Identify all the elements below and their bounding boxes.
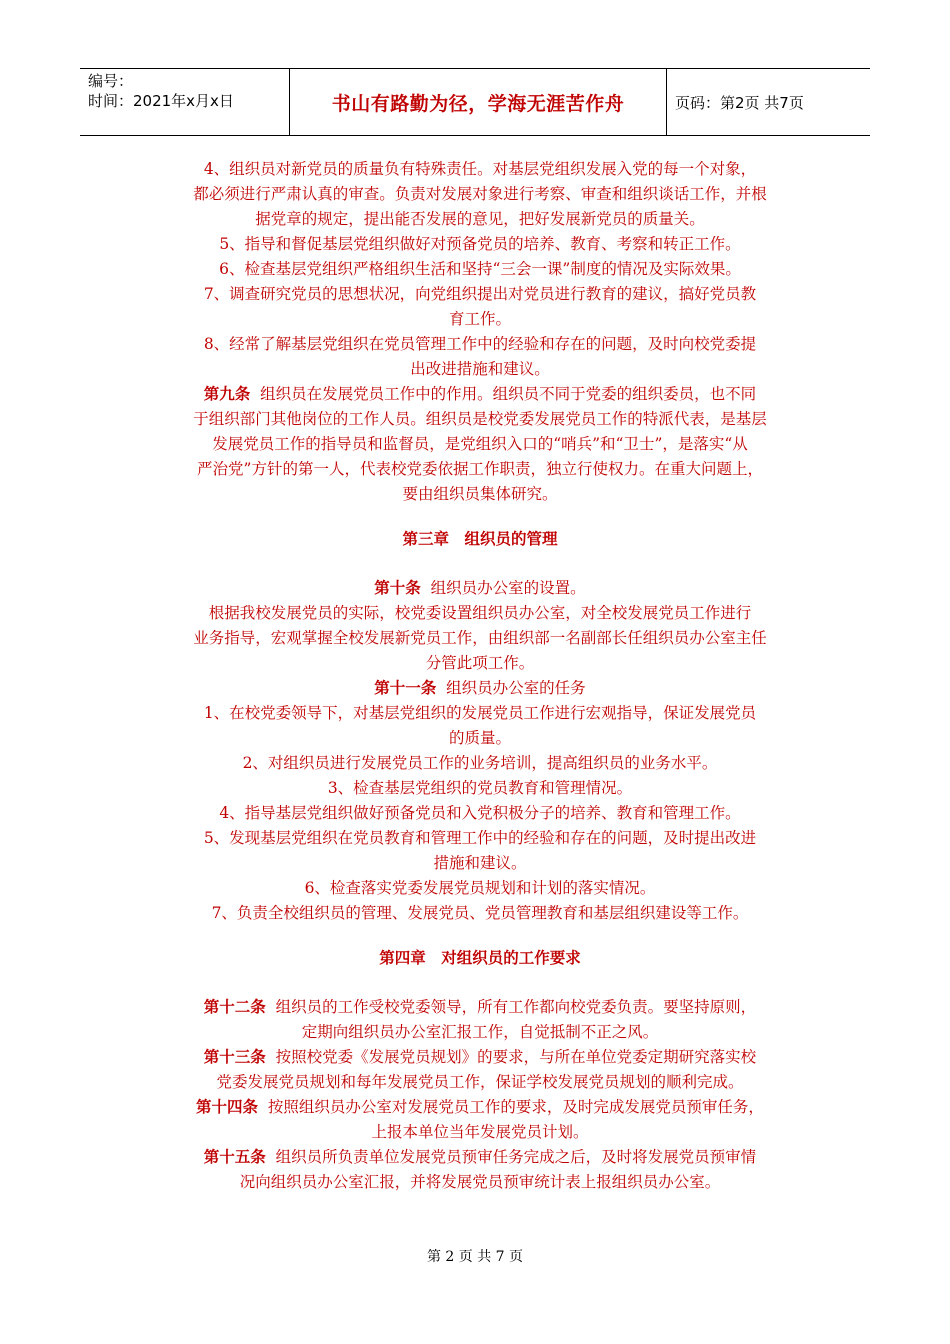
paragraph-line: 都必须进行严肃认真的审查。负责对发展对象进行考察、审查和组织谈话工作，并根 xyxy=(193,185,767,203)
task-line: 2、对组织员进行发展党员工作的业务培训，提高组织员的业务水平。 xyxy=(242,754,718,772)
task-line: 1、在校党委领导下，对基层党组织的发展党员工作进行宏观指导，保证发展党员 xyxy=(203,704,757,722)
header-meta xyxy=(80,69,290,135)
paragraph-line: 根据我校发展党员的实际，校党委设置组织员办公室，对全校发展党员工作进行 xyxy=(208,604,752,622)
task-line: 的质量。 xyxy=(448,729,511,747)
page-footer: 第 2 页 共 7 页 xyxy=(426,1249,524,1265)
paragraph-line: 况向组织员办公室汇报，并将发展党员预审统计表上报组织员办公室。 xyxy=(239,1173,721,1191)
article-text: 按照校党委《发展党员规划》的要求，与所在单位党委定期研究落实校 xyxy=(275,1048,757,1066)
paragraph-line: 发展党员工作的指导员和监督员，是党组织入口的“哨兵”和“卫士”，是落实“从 xyxy=(212,435,748,453)
paragraph-line: 于组织部门其他岗位的工作人员。组织员是校党委发展党员工作的特派代表，是基层 xyxy=(193,410,767,428)
document-body xyxy=(150,157,810,1195)
article-12 xyxy=(150,995,810,1020)
article-text: 组织员的工作受校党委领导，所有工作都向校党委负责。要坚持原则， xyxy=(275,998,757,1016)
header-motto: 书山有路勤为径，学海无涯苦作舟 xyxy=(290,69,667,135)
article-14 xyxy=(150,1095,810,1120)
number-label: 编号： xyxy=(88,72,134,90)
task-line: 措施和建议。 xyxy=(433,854,527,872)
article-text: 组织员在发展党员工作中的作用。组织员不同于党委的组织委员，也不同 xyxy=(260,385,757,403)
article-title: 第十条 xyxy=(374,579,421,597)
article-text: 组织员所负责单位发展党员预审任务完成之后，及时将发展党员预审情 xyxy=(275,1148,757,1166)
article-text: 组织员办公室的任务 xyxy=(446,679,586,697)
article-title: 第九条 xyxy=(203,385,251,403)
paragraph-line: 业务指导，宏观掌握全校发展新党员工作，由组织部一名副部长任组织员办公室主任 xyxy=(193,629,767,647)
paragraph-line: 据党章的规定，提出能否发展的意见，把好发展新党员的质量关。 xyxy=(255,210,705,228)
paragraph-line: 8、经常了解基层党组织在党员管理工作中的经验和存在的问题，及时向校党委提 xyxy=(203,335,757,353)
article-title: 第十一条 xyxy=(374,679,437,697)
article-text: 按照组织员办公室对发展党员工作的要求，及时完成发展党员预审任务， xyxy=(267,1098,764,1116)
article-11 xyxy=(150,676,810,701)
task-line: 6、检查落实党委发展党员规划和计划的落实情况。 xyxy=(304,879,656,897)
paragraph-line: 要由组织员集体研究。 xyxy=(402,485,558,503)
task-line: 5、发现基层党组织在党员教育和管理工作中的经验和存在的问题，及时提出改进 xyxy=(203,829,757,847)
page-header xyxy=(80,68,870,136)
task-line: 7、负责全校组织员的管理、发展党员、党员管理教育和基层组织建设等工作。 xyxy=(211,904,749,922)
paragraph-line: 4、组织员对新党员的质量负有特殊责任。对基层党组织发展入党的每一个对象， xyxy=(203,160,757,178)
article-title: 第十四条 xyxy=(196,1098,259,1116)
article-title: 第十三条 xyxy=(203,1048,266,1066)
article-title: 第十二条 xyxy=(203,998,266,1016)
paragraph-line: 6、检查基层党组织严格组织生活和坚持“三会一课”制度的情况及实际效果。 xyxy=(219,260,741,278)
paragraph-line: 育工作。 xyxy=(448,310,511,328)
paragraph-line: 上报本单位当年发展党员计划。 xyxy=(371,1123,589,1141)
article-text: 组织员办公室的设置。 xyxy=(430,579,586,597)
paragraph-line: 党委发展党员规划和每年发展党员工作，保证学校发展党员规划的顺利完成。 xyxy=(216,1073,744,1091)
article-10 xyxy=(150,576,810,601)
task-line: 4、指导基层党组织做好预备党员和入党积极分子的培养、教育和管理工作。 xyxy=(219,804,741,822)
paragraph-line: 定期向组织员办公室汇报工作，自觉抵制不正之风。 xyxy=(301,1023,659,1041)
article-13 xyxy=(150,1045,810,1070)
article-title: 第十五条 xyxy=(203,1148,266,1166)
paragraph-line: 5、指导和督促基层党组织做好对预备党员的培养、教育、考察和转正工作。 xyxy=(219,235,741,253)
article-9 xyxy=(150,382,810,407)
header-page-number: 页码：第2页 共7页 xyxy=(675,93,804,112)
paragraph-line: 严治党”方针的第一人，代表校党委依据工作职责，独立行使权力。在重大问题上， xyxy=(197,460,763,478)
article-15 xyxy=(150,1145,810,1170)
paragraph-line: 7、调查研究党员的思想状况，向党组织提出对党员进行教育的建议，搞好党员教 xyxy=(203,285,757,303)
paragraph-line: 分管此项工作。 xyxy=(425,654,535,672)
paragraph-line: 出改进措施和建议。 xyxy=(410,360,550,378)
chapter-3-heading: 第三章 组织员的管理 xyxy=(402,530,558,548)
chapter-4-heading: 第四章 对组织员的工作要求 xyxy=(379,949,581,967)
time-label: 时间：2021年x月x日 xyxy=(88,92,234,110)
task-line: 3、检查基层党组织的党员教育和管理情况。 xyxy=(327,779,633,797)
